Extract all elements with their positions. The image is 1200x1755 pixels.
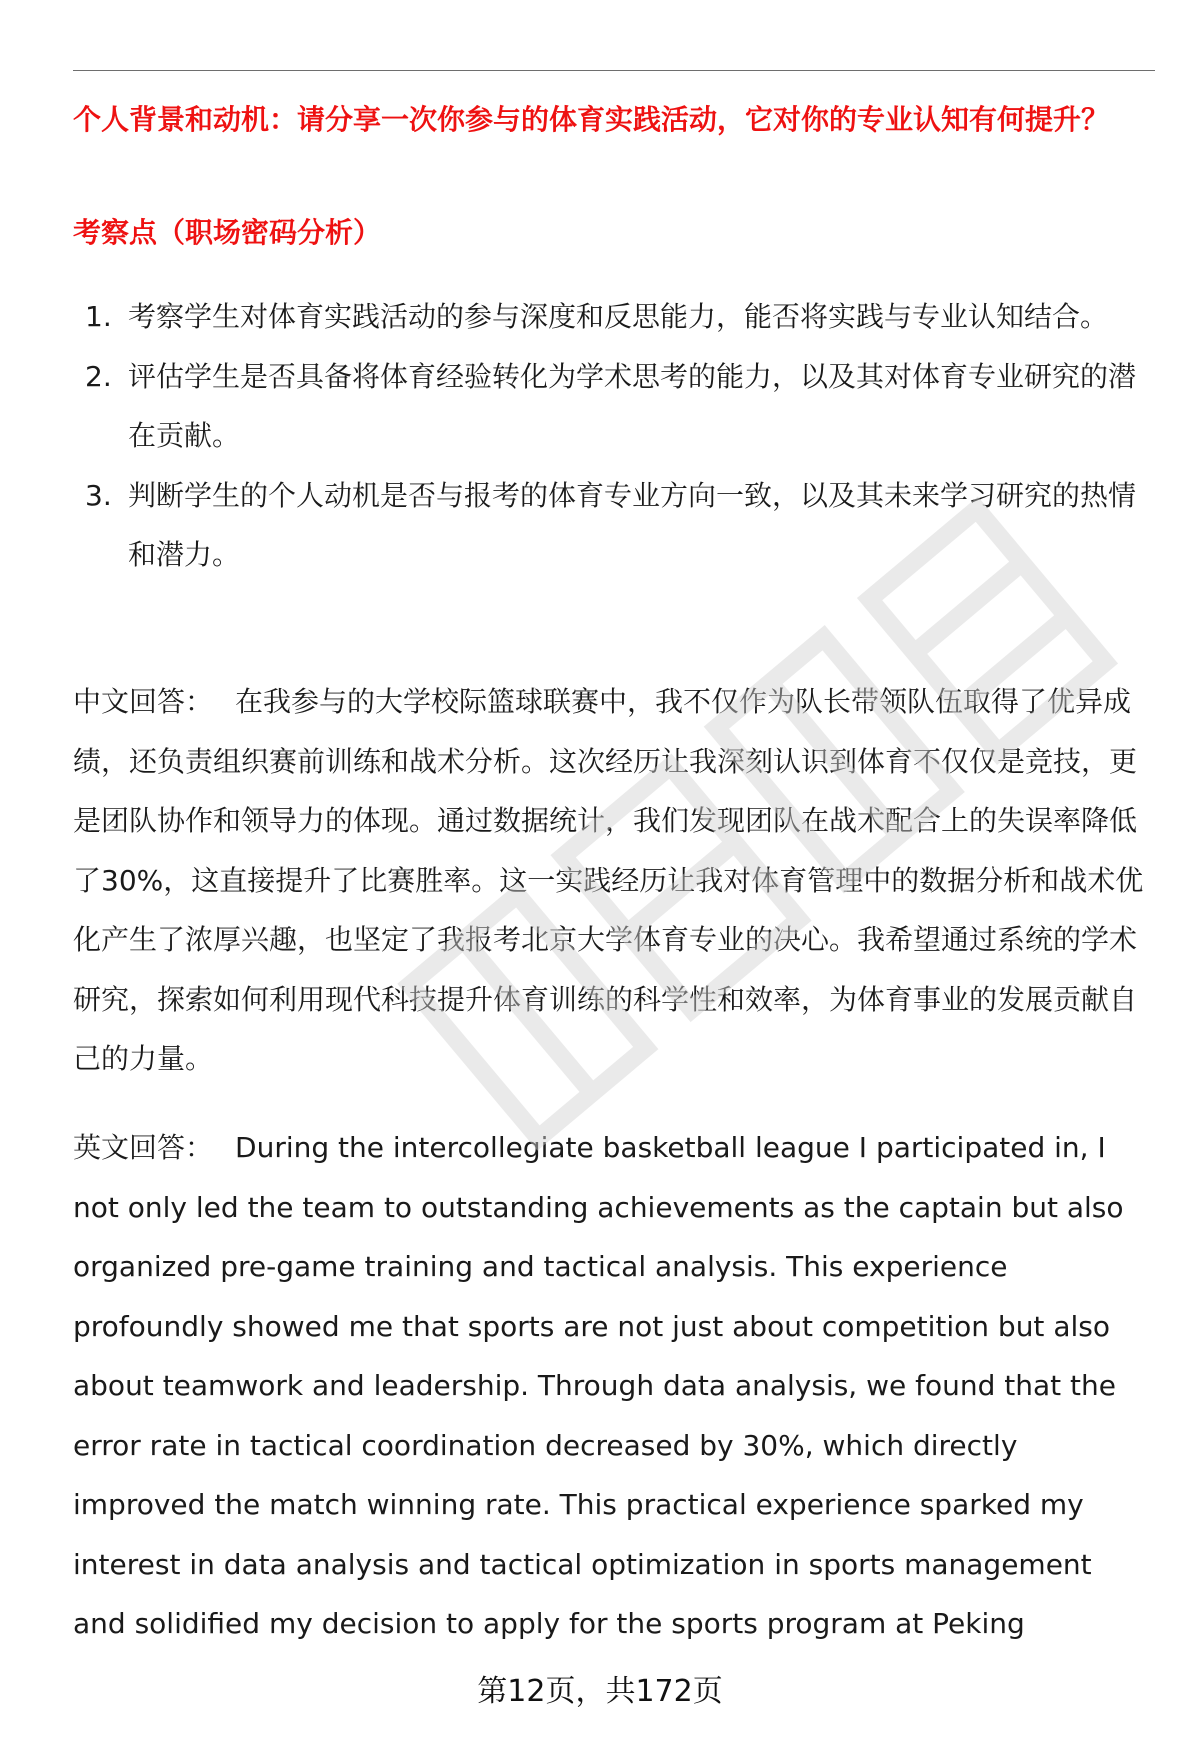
english-answer-text: During the intercollegiate basketball league I participated in, I not only led the team to outstanding achievements as the captain but also organized pre-game training and tactical analysis. This experience profoundly showed me that sports are not just about competition but also about teamwork and leadership. Through data analysis, we found that the error rate in tactical coordination decreased by 30%, which directly improved the match winning rate. This practical experience sparked my interest in data analysis and tactical optimization in sports management and solidified my decision to apply for the sports program at Peking bbox=[73, 1131, 1124, 1640]
chinese-answer-text: 在我参与的大学校际篮球联赛中，我不仅作为队长带领队伍取得了优异成绩，还负责组织赛前训练和战术分析。这次经历让我深刻认识到体育不仅仅是竞技，更是团队协作和领导力的体现。通过数据统计，我们发现团队在战术配合上的失误率降低了30%，这直接提升了比赛胜率。这一实践经历让我对体育管理中的数据分析和战术优化产生了浓厚兴趣，也坚定了我报考北京大学体育专业的决心。我希望通过系统的学术研究，探索如何利用现代科技提升体育训练的科学性和效率，为体育事业的发展贡献自己的力量。 bbox=[73, 685, 1144, 1075]
english-answer-label: 英文回答： bbox=[73, 1131, 214, 1164]
list-item bbox=[73, 287, 1153, 347]
list-item-text: 考察学生对体育实践活动的参与深度和反思能力，能否将实践与专业认知结合。 bbox=[128, 300, 1109, 333]
list-item-number: 3. bbox=[85, 478, 112, 512]
list-item-text: 判断学生的个人动机是否与报考的体育专业方向一致，以及其未来学习研究的热情和潜力。 bbox=[128, 478, 1137, 571]
english-answer bbox=[73, 1118, 1153, 1654]
page-number-footer: 第12页，共172页 bbox=[477, 1674, 723, 1709]
question-heading: 个人背景和动机：请分享一次你参与的体育实践活动，它对你的专业认知有何提升？ bbox=[73, 103, 1110, 136]
header-rule bbox=[73, 70, 1155, 71]
assessment-points-heading: 考察点（职场密码分析） bbox=[73, 216, 382, 249]
list-item-number: 1. bbox=[85, 300, 112, 333]
list-item-text: 评估学生是否具备将体育经验转化为学术思考的能力，以及其对体育专业研究的潜在贡献。 bbox=[128, 359, 1137, 452]
list-item-number: 2. bbox=[85, 359, 112, 393]
list-item bbox=[73, 347, 1153, 466]
chinese-answer-label: 中文回答： bbox=[73, 685, 214, 718]
chinese-answer bbox=[73, 672, 1153, 1089]
list-item bbox=[73, 466, 1153, 585]
assessment-points-list bbox=[73, 287, 1153, 585]
